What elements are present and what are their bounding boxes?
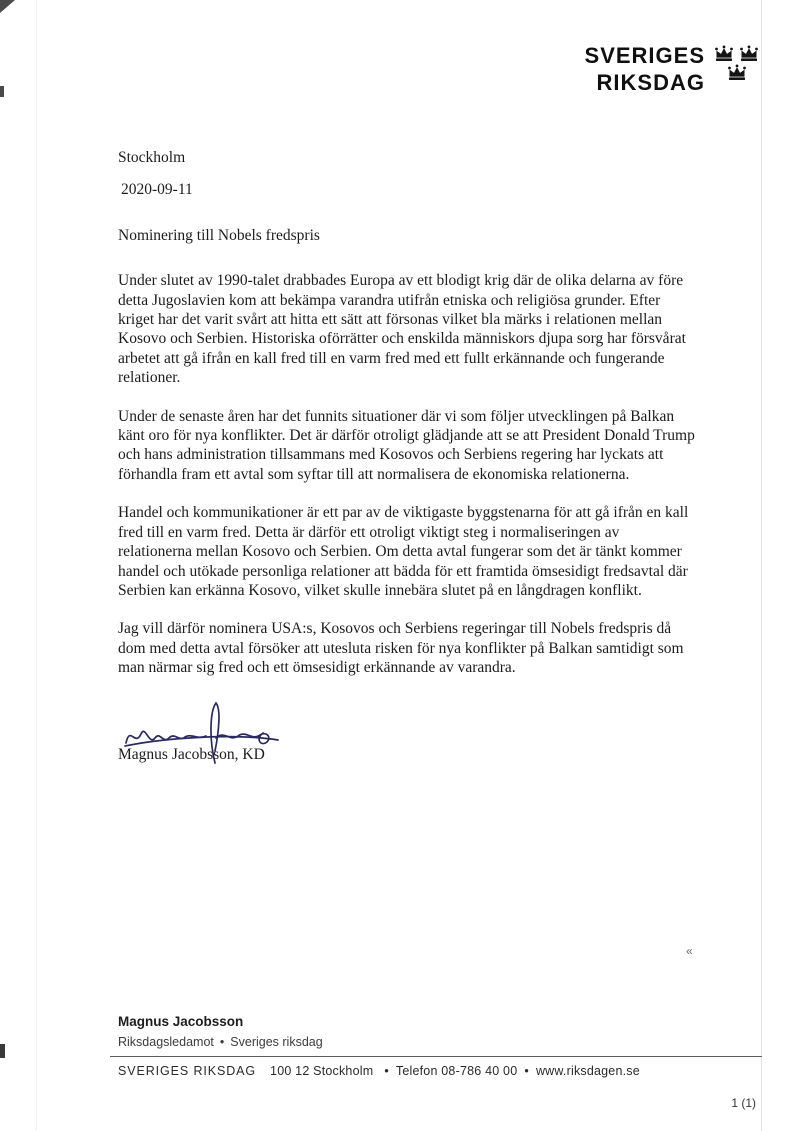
logo-line-2: RIKSDAG — [596, 70, 705, 95]
footer-address: 100 12 Stockholm — [270, 1064, 374, 1078]
bullet-separator: • — [384, 1064, 389, 1078]
page-number: 1 (1) — [731, 1096, 756, 1110]
crown-icon — [739, 45, 759, 62]
paragraph-4: Jag vill därför nominera USA:s, Kosovos och Serbiens regeringar till Nobels fredspris då dom med detta avtal försöker att utesluta risken för nya konflikter på Balkan samtidigt som man närmar sig fred och ett ömsesidigt erkännande av varandra. — [118, 620, 684, 677]
sender-title: Riksdagsledamot — [118, 1035, 214, 1049]
crown-icon — [727, 64, 747, 81]
scan-line-artifact — [761, 0, 762, 1131]
scan-speck-artifact: « — [686, 944, 693, 958]
footer-phone: Telefon 08-786 40 00 — [395, 1064, 518, 1078]
riksdag-logo — [585, 42, 760, 96]
paragraph-3: Handel och kommunikationer är ett par av de viktigaste byggstenarna för att gå ifrån en kall fred till en varm fred. Detta är därför ett otroligt viktigt steg i normaliseringen av relationerna mellan Kosovo och Serbien. Om detta avtal fungerar som det är tänkt kommer handel och utökade personliga relationer att bädda för ett framtida ömsesidigt fredsavtal där Serbien kan erkänna Kosovo, vilket skulle innebära slutet på en långdragen konflikt. — [118, 504, 689, 599]
logo-line-1: SVERIGES — [584, 43, 705, 68]
bullet-separator: • — [219, 1035, 225, 1049]
letter-city: Stockholm — [118, 149, 186, 166]
bullet-separator: • — [524, 1064, 529, 1078]
footer-divider — [110, 1056, 762, 1057]
scan-line-artifact — [36, 0, 37, 1131]
sender-org: Sveriges riksdag — [230, 1035, 323, 1049]
riksdag-wordmark — [585, 42, 705, 96]
footer-sender-title — [118, 1035, 323, 1049]
letter-subject: Nominering till Nobels fredspris — [118, 226, 320, 244]
letter-paragraphs — [118, 271, 696, 677]
paragraph-2: Under de senaste åren har det funnits situationer där vi som följer utvecklingen på Balkan känt oro för nya konflikter. Det är därför otroligt glädjande att se att President Donald Trump och hans administration tillsammans med Kosovos och Serbiens regering har lyckats att förhandla fram ett avtal som syftar till att normalisera de ekonomiska relationerna. — [118, 407, 695, 483]
three-crowns-icon — [714, 45, 760, 81]
crown-icon — [714, 45, 734, 62]
scan-edge-mark — [0, 86, 4, 97]
signature-name: Magnus Jacobsson, KD — [118, 745, 265, 763]
scan-edge-mark — [0, 1044, 5, 1058]
footer-website: www.riksdagen.se — [535, 1064, 640, 1078]
paragraph-1: Under slutet av 1990-talet drabbades Europa av ett blodigt krig där de olika delarna av före detta Jugoslavien kom att bekämpa varandra utifrån etniska och religiösa grunder. Efter kriget har det varit svårt att hitta ett sätt att försonas vilket bla märks i relationen mellan Kosovo och Serbien. Historiska oförrätter och enskilda människors djupa sorg har försvårat arbetet att gå ifrån en kall fred till en varm fred med ett fullt erkännande och fungerande relationer. — [118, 272, 686, 387]
footer-org-name: SVERIGES RIKSDAG — [118, 1064, 257, 1078]
scan-corner-artifact — [0, 0, 15, 13]
letter-body — [118, 148, 696, 771]
footer-contact-line — [118, 1064, 640, 1078]
letter-date: 2020-09-11 — [121, 181, 193, 199]
footer-sender — [118, 1014, 323, 1049]
footer-sender-name: Magnus Jacobsson — [118, 1014, 244, 1029]
signature-block — [118, 697, 696, 771]
